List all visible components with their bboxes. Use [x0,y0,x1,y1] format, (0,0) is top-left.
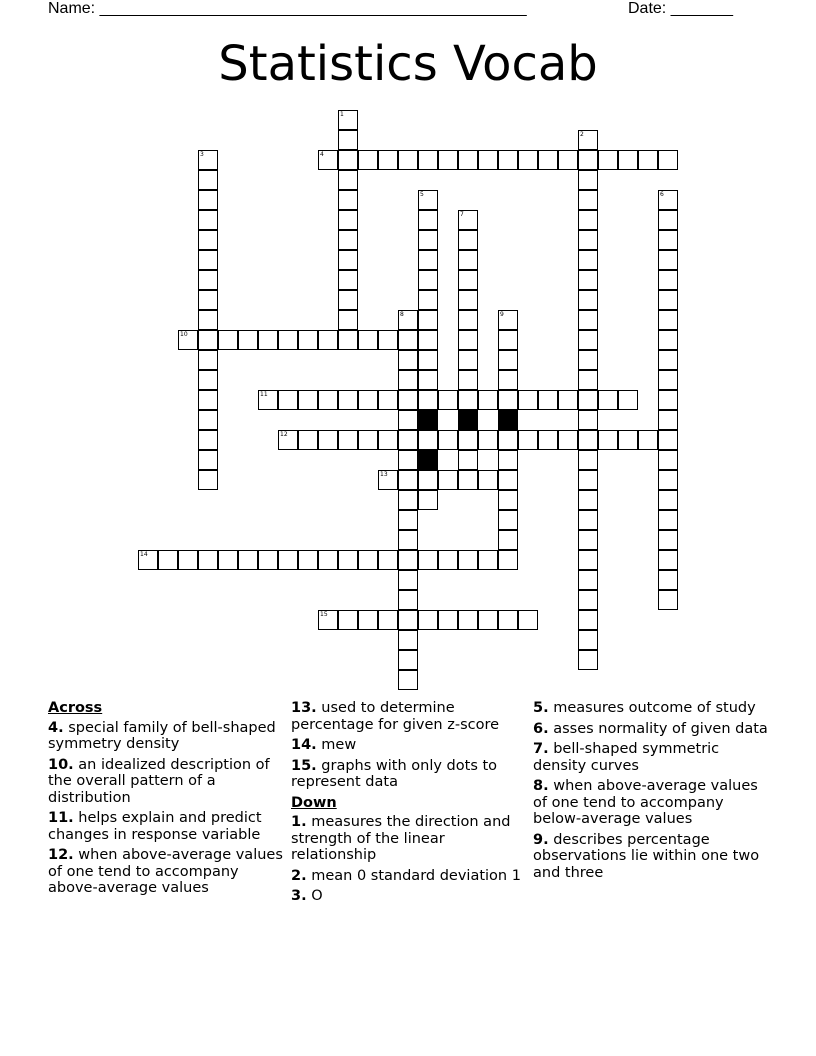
crossword-cell[interactable] [338,210,358,230]
crossword-cell[interactable] [418,490,438,510]
clue-down-9: 9. describes percentage observations lie within one two and three [533,831,760,881]
clue-down-1: 1. measures the direction and strength of the linear relationship [291,814,511,863]
crossword-cell[interactable] [398,670,418,690]
crossword-cell[interactable] [398,570,418,590]
crossword-cell[interactable] [398,150,418,170]
crossword-cell[interactable] [338,110,358,130]
crossword-cell[interactable] [378,550,398,570]
crossword-block [498,410,518,430]
crossword-cell[interactable] [458,150,478,170]
crossword-cell[interactable] [438,150,458,170]
crossword-block [418,410,438,430]
clue-number: 7 [460,211,464,218]
crossword-cell[interactable] [198,370,218,390]
crossword-cell[interactable] [198,430,218,450]
crossword-cell[interactable] [578,630,598,650]
crossword-cell[interactable] [658,530,678,550]
crossword-cell[interactable] [478,150,498,170]
crossword-cell[interactable] [438,470,458,490]
crossword-cell[interactable] [238,330,258,350]
crossword-cell[interactable] [398,490,418,510]
crossword-cell[interactable] [378,330,398,350]
crossword-cell[interactable] [278,390,298,410]
clue-number: 3 [200,151,204,158]
crossword-cell[interactable] [458,550,478,570]
crossword-cell[interactable] [658,210,678,230]
crossword-cell[interactable] [338,290,358,310]
crossword-cell[interactable] [478,610,498,630]
crossword-cell[interactable] [198,230,218,250]
crossword-cell[interactable] [578,410,598,430]
crossword-cell[interactable] [578,590,598,610]
clue-across-10: 10. an idealized description of the overall pattern of a distribution [48,756,270,806]
crossword-cell[interactable] [418,150,438,170]
crossword-cell[interactable] [318,330,338,350]
crossword-cell[interactable] [338,330,358,350]
crossword-cell[interactable] [398,410,418,430]
crossword-cell[interactable] [478,470,498,490]
crossword-cell[interactable] [438,390,458,410]
crossword-cell[interactable] [658,590,678,610]
clue-number: 15 [320,611,328,618]
crossword-cell[interactable] [658,190,678,210]
crossword-cell[interactable] [318,550,338,570]
crossword-cell[interactable] [378,150,398,170]
crossword-cell[interactable] [218,330,238,350]
clue-number: 11 [260,391,268,398]
crossword-cell[interactable] [318,150,338,170]
crossword-cell[interactable] [478,430,498,450]
crossword-cell[interactable] [578,150,598,170]
crossword-cell[interactable] [578,230,598,250]
crossword-cell[interactable] [638,150,658,170]
clue-down-8: 8. when above-average values of one tend to accompany below-average values [533,778,758,827]
crossword-cell[interactable] [398,450,418,470]
crossword-cell[interactable] [178,330,198,350]
crossword-cell[interactable] [618,430,638,450]
crossword-cell[interactable] [418,190,438,210]
crossword-cell[interactable] [398,590,418,610]
crossword-cell[interactable] [338,390,358,410]
crossword-cell[interactable] [338,190,358,210]
crossword-cell[interactable] [558,430,578,450]
crossword-cell[interactable] [198,310,218,330]
crossword-cell[interactable] [458,330,478,350]
crossword-cell[interactable] [338,310,358,330]
crossword-cell[interactable] [458,450,478,470]
crossword-cell[interactable] [378,390,398,410]
crossword-cell[interactable] [578,170,598,190]
crossword-cell[interactable] [658,470,678,490]
crossword-cell[interactable] [198,450,218,470]
crossword-cell[interactable] [198,390,218,410]
crossword-cell[interactable] [418,250,438,270]
crossword-cell[interactable] [398,330,418,350]
crossword-cell[interactable] [578,550,598,570]
crossword-cell[interactable] [378,610,398,630]
crossword-cell[interactable] [518,390,538,410]
crossword-cell[interactable] [418,430,438,450]
crossword-cell[interactable] [578,530,598,550]
crossword-cell[interactable] [378,470,398,490]
clue-number: 12 [280,431,288,438]
crossword-cell[interactable] [498,550,518,570]
crossword-cell[interactable] [418,290,438,310]
crossword-cell[interactable] [458,270,478,290]
crossword-cell[interactable] [358,150,378,170]
crossword-cell[interactable] [198,410,218,430]
crossword-cell[interactable] [398,390,418,410]
crossword-cell[interactable] [438,430,458,450]
crossword-cell[interactable] [658,290,678,310]
crossword-cell[interactable] [338,430,358,450]
crossword-cell[interactable] [478,550,498,570]
crossword-cell[interactable] [558,390,578,410]
crossword-cell[interactable] [498,530,518,550]
crossword-cell[interactable] [498,510,518,530]
crossword-cell[interactable] [198,550,218,570]
crossword-cell[interactable] [498,370,518,390]
crossword-cell[interactable] [578,190,598,210]
clue-number: 6 [660,191,664,198]
crossword-cell[interactable] [418,470,438,490]
crossword-cell[interactable] [418,210,438,230]
crossword-cell[interactable] [258,390,278,410]
clue-column-2 [291,700,527,909]
clue-number: 5 [420,191,424,198]
clue-number: 13 [380,471,388,478]
header [0,0,816,22]
crossword-cell[interactable] [458,610,478,630]
clue-down-3: 3. O [291,888,323,904]
crossword-cell[interactable] [398,370,418,390]
clue-number: 1 [340,111,344,118]
crossword-cell[interactable] [658,490,678,510]
crossword-cell[interactable] [458,470,478,490]
crossword-cell[interactable] [398,550,418,570]
crossword-cell[interactable] [418,230,438,250]
crossword-cell[interactable] [438,550,458,570]
crossword-cell[interactable] [278,330,298,350]
crossword-cell[interactable] [578,130,598,150]
crossword-cell[interactable] [498,310,518,330]
crossword-cell[interactable] [398,530,418,550]
crossword-cell[interactable] [218,550,238,570]
crossword-cell[interactable] [458,310,478,330]
crossword-cell[interactable] [418,610,438,630]
crossword-cell[interactable] [658,510,678,530]
clue-across-14: 14. mew [291,737,357,753]
crossword-cell[interactable] [358,430,378,450]
crossword-cell[interactable] [318,610,338,630]
crossword-cell[interactable] [498,150,518,170]
crossword-cell[interactable] [658,550,678,570]
crossword-cell[interactable] [578,270,598,290]
crossword-cell[interactable] [658,150,678,170]
crossword-cell[interactable] [338,270,358,290]
crossword-cell[interactable] [638,430,658,450]
crossword-cell[interactable] [498,450,518,470]
crossword-cell[interactable] [318,390,338,410]
clue-number: 9 [500,311,504,318]
crossword-cell[interactable] [458,390,478,410]
crossword-cell[interactable] [658,390,678,410]
crossword-cell[interactable] [498,390,518,410]
clue-down-2: 2. mean 0 standard deviation 1 [291,867,521,884]
crossword-cell[interactable] [378,430,398,450]
crossword-cell[interactable] [198,290,218,310]
clue-across-15: 15. graphs with only dots to represent data [291,757,498,790]
crossword-cell[interactable] [158,550,178,570]
crossword-cell[interactable] [298,390,318,410]
clue-column-3 [533,700,769,885]
crossword-cell[interactable] [358,550,378,570]
crossword-cell[interactable] [598,390,618,410]
crossword-cell[interactable] [578,470,598,490]
crossword-cell[interactable] [658,310,678,330]
crossword-cell[interactable] [658,570,678,590]
crossword-cell[interactable] [578,570,598,590]
crossword-cell[interactable] [618,150,638,170]
crossword-cell[interactable] [538,430,558,450]
clue-down-6: 6. asses normality of given data [533,720,768,737]
crossword-cell[interactable] [658,230,678,250]
clue-across-4: 4. special family of bell-shaped symmetry density [48,719,276,752]
crossword-cell[interactable] [498,350,518,370]
clue-number: 10 [180,331,188,338]
across-heading: Across [48,700,103,716]
crossword-cell[interactable] [578,650,598,670]
crossword-cell[interactable] [358,390,378,410]
crossword-cell[interactable] [658,410,678,430]
crossword-cell[interactable] [398,430,418,450]
crossword-cell[interactable] [398,630,418,650]
crossword-cell[interactable] [198,350,218,370]
crossword-cell[interactable] [538,390,558,410]
crossword-cell[interactable] [418,350,438,370]
crossword-cell[interactable] [518,610,538,630]
crossword-cell[interactable] [398,470,418,490]
crossword-cell[interactable] [258,330,278,350]
crossword-cell[interactable] [198,150,218,170]
crossword-cell[interactable] [658,370,678,390]
crossword-cell[interactable] [578,290,598,310]
clue-down-5: 5. measures outcome of study [533,700,756,716]
down-heading: Down [291,794,337,811]
crossword-cell[interactable] [578,310,598,330]
crossword-cell[interactable] [398,650,418,670]
crossword-cell[interactable] [418,330,438,350]
crossword-cell[interactable] [418,310,438,330]
crossword-cell[interactable] [278,430,298,450]
page-title: Statistics Vocab [218,36,598,92]
crossword-cell[interactable] [458,230,478,250]
crossword-cell[interactable] [618,390,638,410]
crossword-cell[interactable] [418,550,438,570]
crossword-cell[interactable] [498,490,518,510]
crossword-cell[interactable] [658,350,678,370]
crossword-cell[interactable] [358,610,378,630]
crossword-cell[interactable] [358,330,378,350]
crossword-cell[interactable] [578,610,598,630]
crossword-cell[interactable] [578,210,598,230]
crossword-cell[interactable] [198,470,218,490]
crossword-cell[interactable] [338,250,358,270]
crossword-cell[interactable] [398,310,418,330]
crossword-cell[interactable] [178,550,198,570]
crossword-cell[interactable] [658,270,678,290]
clue-number: 2 [580,131,584,138]
crossword-cell[interactable] [198,270,218,290]
crossword-cell[interactable] [578,490,598,510]
crossword-cell[interactable] [578,450,598,470]
crossword-cell[interactable] [198,210,218,230]
crossword-cell[interactable] [498,330,518,350]
crossword-cell[interactable] [258,550,278,570]
clue-column-1 [48,700,284,901]
clue-number: 14 [140,551,148,558]
crossword-cell[interactable] [658,250,678,270]
crossword-cell[interactable] [298,550,318,570]
clue-number: 8 [400,311,404,318]
crossword-cell[interactable] [658,430,678,450]
crossword-cell[interactable] [578,510,598,530]
crossword-cell[interactable] [278,550,298,570]
crossword-cell[interactable] [518,430,538,450]
crossword-cell[interactable] [658,330,678,350]
crossword-cell[interactable] [578,330,598,350]
crossword-cell[interactable] [518,150,538,170]
crossword-cell[interactable] [458,370,478,390]
crossword-cell[interactable] [598,150,618,170]
crossword-cell[interactable] [198,170,218,190]
crossword-cell[interactable] [578,250,598,270]
crossword-cell[interactable] [198,250,218,270]
crossword-cell[interactable] [438,610,458,630]
crossword-block [418,450,438,470]
crossword-block [458,410,478,430]
crossword-cell[interactable] [398,610,418,630]
clue-across-13: 13. used to determine percentage for given z-score [291,700,500,733]
crossword-cell[interactable] [458,250,478,270]
crossword-cell[interactable] [198,330,218,350]
crossword-cell[interactable] [398,510,418,530]
crossword-cell[interactable] [658,450,678,470]
crossword-cell[interactable] [578,430,598,450]
crossword-cell[interactable] [458,210,478,230]
crossword-cell[interactable] [338,550,358,570]
crossword-cell[interactable] [418,390,438,410]
date-field-label: Date: _______ [628,0,733,17]
crossword-cell[interactable] [238,550,258,570]
crossword-cell[interactable] [398,350,418,370]
crossword-cell[interactable] [578,370,598,390]
crossword-cell[interactable] [298,330,318,350]
crossword-cell[interactable] [338,130,358,150]
crossword-cell[interactable] [418,270,438,290]
crossword-cell[interactable] [478,390,498,410]
crossword-cell[interactable] [458,430,478,450]
crossword-cell[interactable] [458,350,478,370]
crossword-cell[interactable] [338,230,358,250]
crossword-cell[interactable] [338,610,358,630]
crossword-cell[interactable] [538,150,558,170]
clue-number: 4 [320,151,324,158]
crossword-cell[interactable] [578,390,598,410]
name-field-label: Name: ________________________________________________ [48,0,527,17]
crossword-cell[interactable] [598,430,618,450]
crossword-cell[interactable] [498,430,518,450]
crossword-cell[interactable] [318,430,338,450]
crossword-cell[interactable] [298,430,318,450]
clue-across-12: 12. when above-average values of one tend to accompany above-average values [48,847,283,896]
clue-down-7: 7. bell-shaped symmetric density curves [533,741,720,774]
crossword-cell[interactable] [498,470,518,490]
crossword-cell[interactable] [578,350,598,370]
crossword-cell[interactable] [418,370,438,390]
crossword-cell[interactable] [338,150,358,170]
crossword-cell[interactable] [198,190,218,210]
crossword-cell[interactable] [558,150,578,170]
crossword-cell[interactable] [338,170,358,190]
crossword-cell[interactable] [458,290,478,310]
crossword-cell[interactable] [498,610,518,630]
crossword-cell[interactable] [138,550,158,570]
clue-across-11: 11. helps explain and predict changes in response variable [48,810,262,843]
